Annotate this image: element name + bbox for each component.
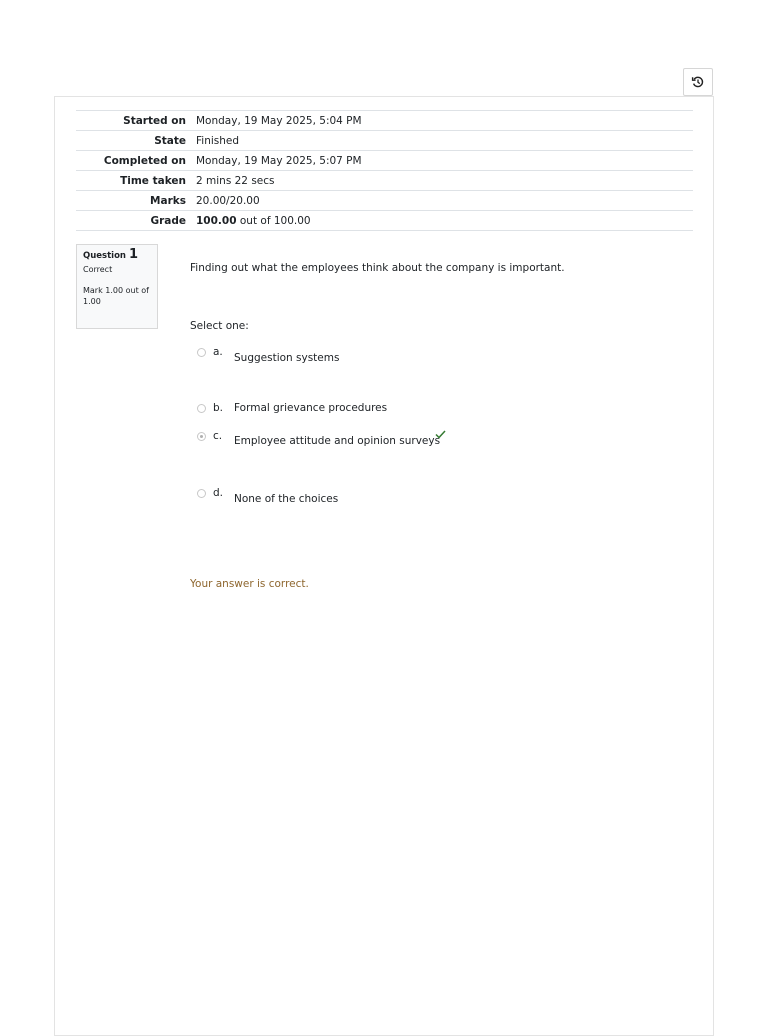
question-number-value: 1 (128, 247, 138, 262)
grade-out-of: out of 100.00 (236, 214, 311, 227)
summary-value: Monday, 19 May 2025, 5:07 PM (196, 154, 362, 167)
question-number (83, 249, 151, 262)
history-button[interactable] (683, 68, 713, 96)
radio-button[interactable] (197, 348, 206, 357)
summary-value: 20.00/20.00 (196, 194, 260, 207)
summary-label: Grade (150, 214, 186, 227)
correct-check-icon (435, 430, 446, 439)
summary-row-completed (76, 151, 693, 171)
summary-row-started (76, 111, 693, 131)
option-label: None of the choices (234, 493, 339, 505)
quiz-review-panel (54, 96, 714, 1036)
option-letter: c. (213, 430, 223, 442)
summary-label: Marks (150, 194, 186, 207)
question-mark: Mark 1.00 out of 1.00 (83, 286, 149, 306)
feedback-message: Your answer is correct. (190, 578, 309, 590)
summary-value (196, 211, 693, 231)
select-one-prompt: Select one: (190, 320, 249, 332)
option-letter: a. (213, 346, 223, 358)
summary-row-time-taken (76, 171, 693, 191)
question-label: Question (83, 251, 126, 261)
summary-value: Monday, 19 May 2025, 5:04 PM (196, 114, 362, 127)
summary-value: Finished (196, 134, 240, 147)
option-label: Suggestion systems (234, 352, 340, 364)
summary-row-state (76, 131, 693, 151)
option-label: Formal grievance procedures (234, 402, 388, 414)
question-state: Correct (83, 265, 113, 274)
option-label: Employee attitude and opinion surveys (234, 435, 441, 447)
summary-row-marks (76, 191, 693, 211)
summary-label: Completed on (103, 154, 186, 167)
history-icon (691, 75, 705, 89)
question-text: Finding out what the employees think about the company is important. (190, 262, 565, 274)
grade-value: 100.00 (196, 214, 237, 227)
option-letter: b. (213, 402, 224, 414)
summary-value: 2 mins 22 secs (196, 174, 275, 187)
radio-button[interactable] (197, 404, 206, 413)
radio-button-selected[interactable] (197, 432, 206, 441)
summary-label: Time taken (120, 174, 186, 187)
summary-row-grade (76, 211, 693, 231)
question-info-box (76, 244, 158, 329)
summary-label: State (154, 134, 186, 147)
attempt-summary-table (76, 110, 693, 231)
option-letter: d. (213, 487, 224, 499)
summary-label: Started on (123, 114, 186, 127)
radio-button[interactable] (197, 489, 206, 498)
